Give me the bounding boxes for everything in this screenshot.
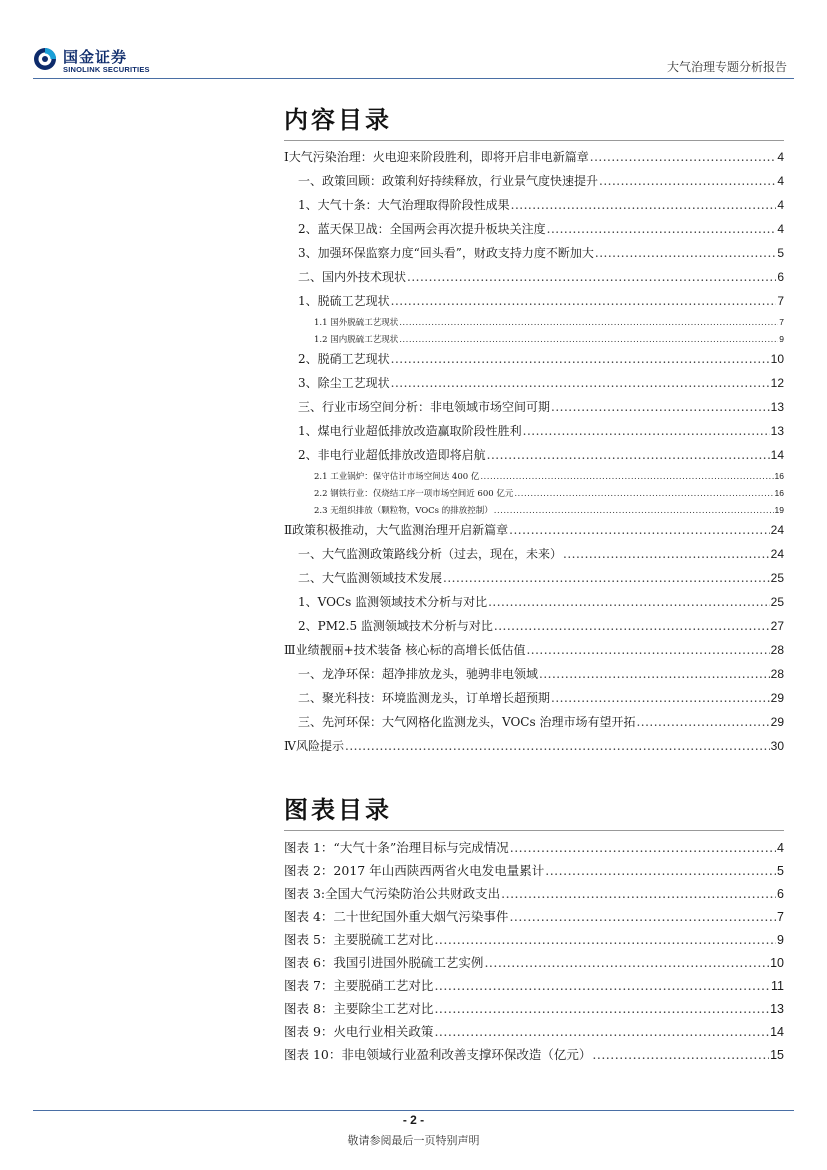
toc-entry[interactable] <box>284 333 784 345</box>
toc-entry-page: 13 <box>770 424 784 438</box>
toc-entry[interactable] <box>284 470 784 482</box>
toc-entry[interactable] <box>284 569 784 586</box>
toc-entry[interactable] <box>284 398 784 415</box>
toc-entry[interactable] <box>284 350 784 367</box>
toc-entry-page: 4 <box>777 174 784 188</box>
toc-entry-page: 9 <box>779 334 784 344</box>
toc-entry-page: 29 <box>770 691 784 705</box>
dot-leader <box>391 294 777 308</box>
toc-entry[interactable] <box>284 665 784 682</box>
toc-entry-page: 25 <box>770 571 784 585</box>
sinolink-logo-icon <box>33 47 57 71</box>
dot-leader <box>592 1047 769 1062</box>
toc-entry[interactable] <box>284 976 784 994</box>
toc-entry-label: Ⅱ政策积极推动，大气监测治理开启新篇章 <box>284 523 509 537</box>
dot-leader <box>545 863 776 878</box>
toc-entry-page: 5 <box>777 864 784 878</box>
dot-leader <box>599 174 776 188</box>
toc-entry-page: 12 <box>770 376 784 390</box>
toc-entry-page: 6 <box>777 270 784 284</box>
toc-entry[interactable] <box>284 148 784 165</box>
toc-entry-page: 13 <box>770 400 784 414</box>
toc-entry-label: 图表 5：主要脱硫工艺对比 <box>284 932 434 947</box>
toc-entry[interactable] <box>284 244 784 261</box>
toc-entry-page: 30 <box>770 739 784 753</box>
toc-entry-page: 7 <box>777 910 784 924</box>
toc-entry-label: 1、煤电行业超低排放改造赢取阶段性胜利 <box>298 424 522 438</box>
toc-entry[interactable] <box>284 737 784 754</box>
toc-entry-page: 25 <box>770 595 784 609</box>
toc-entry[interactable] <box>284 861 784 879</box>
dot-leader <box>480 472 773 482</box>
toc-entry-label: 3、加强环保监察力度“回头看”，财政支持力度不断加大 <box>298 246 594 260</box>
toc-entry-page: 29 <box>770 715 784 729</box>
dot-leader <box>563 547 770 561</box>
toc-entry-label: 1、大气十条：大气治理取得阶段性成果 <box>298 198 510 212</box>
toc-entry-label: 2.1 工业锅炉：保守估计市场空间达 400 亿 <box>314 472 480 482</box>
toc-entry[interactable] <box>284 446 784 463</box>
dot-leader <box>434 1024 769 1039</box>
toc-entry-page: 24 <box>770 547 784 561</box>
toc-entry-page: 19 <box>774 505 784 515</box>
toc-entry[interactable] <box>284 1045 784 1063</box>
toc-entry-page: 28 <box>770 643 784 657</box>
toc-entry-label: 图表 3:全国大气污染防治公共财政支出 <box>284 886 501 901</box>
dot-leader <box>590 150 777 164</box>
dot-leader <box>494 506 774 516</box>
brand-name-cn: 国金证券 <box>63 48 128 66</box>
dot-leader <box>510 840 776 855</box>
toc-entry-page: 4 <box>777 150 784 164</box>
toc-entry[interactable] <box>284 689 784 706</box>
toc-entry[interactable] <box>284 617 784 634</box>
toc-entry[interactable] <box>284 196 784 213</box>
toc-entry[interactable] <box>284 953 784 971</box>
toc-entry-label: 图表 9：火电行业相关政策 <box>284 1024 434 1039</box>
toc-entry-page: 11 <box>771 979 784 993</box>
dot-leader <box>391 352 770 366</box>
toc-entry[interactable] <box>284 838 784 856</box>
toc-entry-label: 2.3 无组织排放（颗粒物，VOCs 的排放控制） <box>314 506 493 516</box>
dot-leader <box>494 619 770 633</box>
dot-leader <box>511 198 777 212</box>
toc-entry-label: Ⅰ大气污染治理：火电迎来阶段胜利，即将开启非电新篇章 <box>284 150 589 164</box>
toc-entry-label: 二、国内外技术现状 <box>298 270 407 284</box>
brand-name-en: SINOLINK SECURITIES <box>63 65 150 74</box>
dot-leader <box>539 667 770 681</box>
dot-leader <box>345 739 770 753</box>
footer-divider <box>33 1110 794 1111</box>
report-title: 大气治理专题分析报告 <box>666 60 787 74</box>
company-logo <box>33 46 153 78</box>
toc-entry[interactable] <box>284 422 784 439</box>
dot-leader <box>488 595 770 609</box>
toc-entry[interactable] <box>284 172 784 189</box>
dot-leader <box>595 246 776 260</box>
dot-leader <box>407 270 776 284</box>
dot-leader <box>487 448 770 462</box>
dot-leader <box>509 523 769 537</box>
dot-leader <box>434 932 776 947</box>
contents-divider <box>284 140 784 141</box>
toc-entry-label: 二、聚光科技：环境监测龙头，订单增长超预期 <box>298 691 551 705</box>
dot-leader <box>547 222 777 236</box>
toc-entry-page: 14 <box>770 448 784 462</box>
toc-entry-page: 24 <box>770 523 784 537</box>
toc-entry[interactable] <box>284 374 784 391</box>
toc-entry[interactable] <box>284 999 784 1017</box>
toc-entry[interactable] <box>284 292 784 309</box>
toc-entry-page: 7 <box>777 294 784 308</box>
toc-entry-page: 15 <box>770 1048 784 1062</box>
toc-entry[interactable] <box>284 593 784 610</box>
toc-entry-page: 6 <box>777 887 784 901</box>
table-of-contents <box>284 145 784 775</box>
toc-entry-label: 图表 10：非电领域行业盈利改善支撑环保改造（亿元） <box>284 1047 592 1062</box>
toc-entry-label: 一、政策回顾：政策利好持续释放，行业景气度快速提升 <box>298 174 599 188</box>
dot-leader <box>551 400 770 414</box>
toc-entry-label: 3、除尘工艺现状 <box>298 376 390 390</box>
dot-leader <box>526 643 769 657</box>
toc-entry-label: 2、脱硝工艺现状 <box>298 352 390 366</box>
dot-leader <box>523 424 770 438</box>
toc-entry-label: 1.2 国内脱硫工艺现状 <box>314 335 399 345</box>
toc-entry[interactable] <box>284 713 784 730</box>
dot-leader <box>551 691 770 705</box>
toc-entry-page: 7 <box>779 317 784 327</box>
toc-entry-label: 图表 2：2017 年山西陕西两省火电发电量累计 <box>284 863 545 878</box>
disclaimer-note: 敬请参阅最后一页特别声明 <box>347 1134 480 1147</box>
dot-leader <box>399 318 778 328</box>
toc-entry-label: 图表 4：二十世纪国外重大烟气污染事件 <box>284 909 509 924</box>
toc-entry-label: 图表 1：“大气十条”治理目标与完成情况 <box>284 840 509 855</box>
figures-title: 图表目录 <box>284 795 392 824</box>
toc-entry[interactable] <box>284 487 784 499</box>
dot-leader <box>514 489 773 499</box>
toc-entry-page: 10 <box>770 352 784 366</box>
dot-leader <box>434 1001 769 1016</box>
page-number: - 2 - <box>402 1113 425 1127</box>
toc-entry-page: 16 <box>774 488 784 498</box>
toc-entry-page: 28 <box>770 667 784 681</box>
toc-entry-label: 1.1 国外脱硫工艺现状 <box>314 318 399 328</box>
toc-entry-page: 13 <box>770 1002 784 1016</box>
list-of-figures <box>284 835 784 1065</box>
dot-leader <box>391 376 770 390</box>
toc-entry-page: 10 <box>770 956 784 970</box>
toc-entry[interactable] <box>284 504 784 516</box>
toc-entry-label: 2、蓝天保卫战：全国两会再次提升板块关注度 <box>298 222 546 236</box>
toc-entry[interactable] <box>284 907 784 925</box>
toc-entry[interactable] <box>284 1022 784 1040</box>
toc-entry[interactable] <box>284 641 784 658</box>
dot-leader <box>399 335 778 345</box>
toc-entry-page: 4 <box>777 841 784 855</box>
toc-entry-label: 2.2 钢铁行业：仅烧结工序一项市场空间近 600 亿元 <box>314 489 514 499</box>
figures-divider <box>284 830 784 831</box>
dot-leader <box>434 978 770 993</box>
toc-entry-label: 1、脱硫工艺现状 <box>298 294 390 308</box>
dot-leader <box>636 715 769 729</box>
toc-entry[interactable] <box>284 545 784 562</box>
toc-entry[interactable] <box>284 521 784 538</box>
toc-entry[interactable] <box>284 316 784 328</box>
contents-title: 内容目录 <box>284 105 392 134</box>
toc-entry-label: 2、非电行业超低排放改造即将启航 <box>298 448 486 462</box>
toc-entry-page: 16 <box>774 471 784 481</box>
toc-entry-label: 图表 8：主要除尘工艺对比 <box>284 1001 434 1016</box>
toc-entry-label: 1、VOCs 监测领域技术分析与对比 <box>298 595 488 609</box>
toc-entry-label: Ⅲ业绩靓丽+技术装备 核心标的高增长低估值 <box>284 643 526 657</box>
dot-leader <box>443 571 770 585</box>
toc-entry-label: 图表 7：主要脱硝工艺对比 <box>284 978 434 993</box>
toc-entry-label: 图表 6：我国引进国外脱硫工艺实例 <box>284 955 484 970</box>
dot-leader <box>509 909 776 924</box>
toc-entry-label: 三、行业市场空间分析：非电领域市场空间可期 <box>298 400 551 414</box>
toc-entry-label: 二、大气监测领域技术发展 <box>298 571 443 585</box>
dot-leader <box>484 955 769 970</box>
toc-entry-page: 27 <box>770 619 784 633</box>
toc-entry-page: 14 <box>770 1025 784 1039</box>
toc-entry-label: Ⅳ风险提示 <box>284 739 344 753</box>
toc-entry-page: 9 <box>777 933 784 947</box>
toc-entry-label: 三、先河环保：大气网格化监测龙头，VOCs 治理市场有望开拓 <box>298 715 636 729</box>
dot-leader <box>501 886 776 901</box>
toc-entry-label: 2、PM2.5 监测领域技术分析与对比 <box>298 619 493 633</box>
toc-entry-page: 4 <box>777 222 784 236</box>
header-divider <box>33 78 794 79</box>
toc-entry-page: 5 <box>777 246 784 260</box>
toc-entry[interactable] <box>284 884 784 902</box>
toc-entry-label: 一、龙净环保：超净排放龙头，驰骋非电领域 <box>298 667 539 681</box>
toc-entry-page: 4 <box>777 198 784 212</box>
toc-entry[interactable] <box>284 930 784 948</box>
toc-entry[interactable] <box>284 268 784 285</box>
toc-entry[interactable] <box>284 220 784 237</box>
toc-entry-label: 一、大气监测政策路线分析（过去，现在，未来） <box>298 547 563 561</box>
